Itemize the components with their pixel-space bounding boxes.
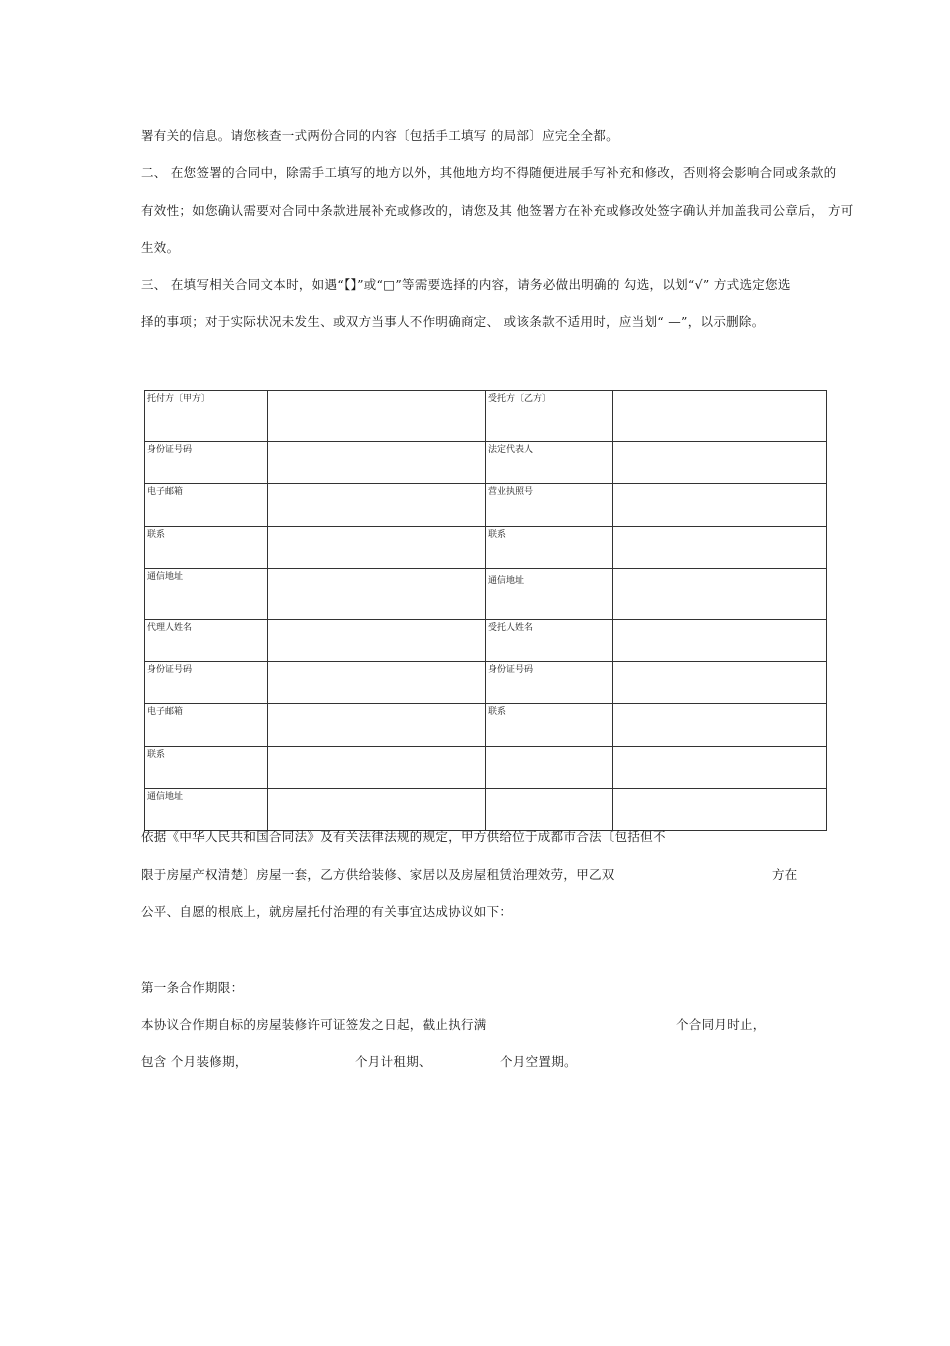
party-b-address-label: 通信地址 xyxy=(486,569,613,620)
intro-line-1: 署有关的信息。请您核查一式两份合同的内容〔包括手工填写 的局部〕应完全全都。 xyxy=(141,128,619,143)
party-b-contact-label: 联系 xyxy=(486,527,613,569)
legal-representative-field[interactable] xyxy=(613,442,827,484)
article-1-line-2: 包含 个月装修期， xyxy=(141,1054,248,1069)
legal-representative-label: 法定代表人 xyxy=(486,442,613,484)
agent-contact-label: 联系 xyxy=(145,747,268,789)
article-1-title: 第一条合作期限： xyxy=(141,980,244,995)
table-row xyxy=(145,391,827,442)
agent-address-label: 通信地址 xyxy=(145,789,268,831)
agent-email-label: 电子邮箱 xyxy=(145,704,268,747)
party-info-table xyxy=(144,390,827,831)
party-a-contact-label: 联系 xyxy=(145,527,268,569)
trustee-id-field[interactable] xyxy=(613,662,827,704)
agent-name-field[interactable] xyxy=(268,620,486,662)
party-a-id-label: 身份证号码 xyxy=(145,442,268,484)
agent-contact-field[interactable] xyxy=(268,747,486,789)
party-a-email-field[interactable] xyxy=(268,484,486,527)
body-paragraph-line-2 xyxy=(141,867,615,883)
table-row xyxy=(145,789,827,831)
body-paragraph-line-2-text: 限于房屋产权清楚〕房屋一套，乙方供给装修、家居以及房屋租赁治理效劳，甲乙双 xyxy=(141,867,615,882)
intro-line-3: 有效性；如您确认需要对合同中条款进展补充或修改的，请您及其 他签署方在补充或修改处签字确认并加盖我司公章后， 方可 xyxy=(141,203,854,218)
agent-id-label: 身份证号码 xyxy=(145,662,268,704)
blank-cell xyxy=(486,747,613,789)
party-b-contact-field[interactable] xyxy=(613,527,827,569)
table-row xyxy=(145,484,827,527)
table-row xyxy=(145,704,827,747)
party-a-address-field[interactable] xyxy=(268,569,486,620)
trustee-contact-field[interactable] xyxy=(613,704,827,747)
party-a-address-label: 通信地址 xyxy=(145,569,268,620)
intro-line-6: 择的事项；对于实际状况未发生、或双方当事人不作明确商定、 或该条款不适用时，应当划“ —”，以示删除。 xyxy=(141,314,765,329)
table-row xyxy=(145,620,827,662)
article-1-line-1: 本协议合作期自标的房屋装修许可证签发之日起，截止执行满 xyxy=(141,1017,487,1032)
trustee-contact-label: 联系 xyxy=(486,704,613,747)
intro-line-4: 生效。 xyxy=(141,240,180,255)
trustee-name-label: 受托人姓名 xyxy=(486,620,613,662)
table-row xyxy=(145,442,827,484)
party-a-email-label: 电子邮箱 xyxy=(145,484,268,527)
party-b-address-field[interactable] xyxy=(613,569,827,620)
article-1-line-2-mid: 个月计租期、 xyxy=(355,1054,432,1069)
body-paragraph-line-3: 公平、自愿的根底上，就房屋托付治理的有关事宜达成协议如下： xyxy=(141,904,513,919)
agent-address-field[interactable] xyxy=(268,789,486,831)
table-row xyxy=(145,747,827,789)
party-a-contact-field[interactable] xyxy=(268,527,486,569)
business-license-label: 营业执照号 xyxy=(486,484,613,527)
article-1-line-2-end: 个月空置期。 xyxy=(500,1054,577,1069)
table-row xyxy=(145,527,827,569)
table-row xyxy=(145,569,827,620)
party-a-value-field[interactable] xyxy=(268,391,486,442)
agent-email-field[interactable] xyxy=(268,704,486,747)
trustee-name-field[interactable] xyxy=(613,620,827,662)
party-b-value-field[interactable] xyxy=(613,391,827,442)
party-a-label: 托付方〔甲方〕 xyxy=(145,391,268,442)
trustee-id-label: 身份证号码 xyxy=(486,662,613,704)
blank-field[interactable] xyxy=(613,789,827,831)
table-row xyxy=(145,662,827,704)
agent-id-field[interactable] xyxy=(268,662,486,704)
party-a-id-field[interactable] xyxy=(268,442,486,484)
intro-line-2: 二、 在您签署的合同中，除需手工填写的地方以外，其他地方均不得随便进展手写补充和修改，否则将会影响合同或条款的 xyxy=(141,165,837,180)
business-license-field[interactable] xyxy=(613,484,827,527)
body-paragraph-line-1: 依据《中华人民共和国合同法》及有关法律法规的规定，甲方供给位于成都市合法〔包括但不 xyxy=(141,829,666,844)
blank-cell xyxy=(486,789,613,831)
intro-line-5: 三、 在填写相关合同文本时，如遇“【】”或“□”等需要选择的内容，请务必做出明确的 勾选，以划“√” 方式选定您选 xyxy=(141,277,791,292)
party-b-label: 受托方〔乙方〕 xyxy=(486,391,613,442)
body-paragraph-line-2-end: 方在 xyxy=(772,867,798,882)
blank-field[interactable] xyxy=(613,747,827,789)
agent-name-label: 代理人姓名 xyxy=(145,620,268,662)
article-1-line-1-end: 个合同月时止， xyxy=(676,1017,766,1032)
